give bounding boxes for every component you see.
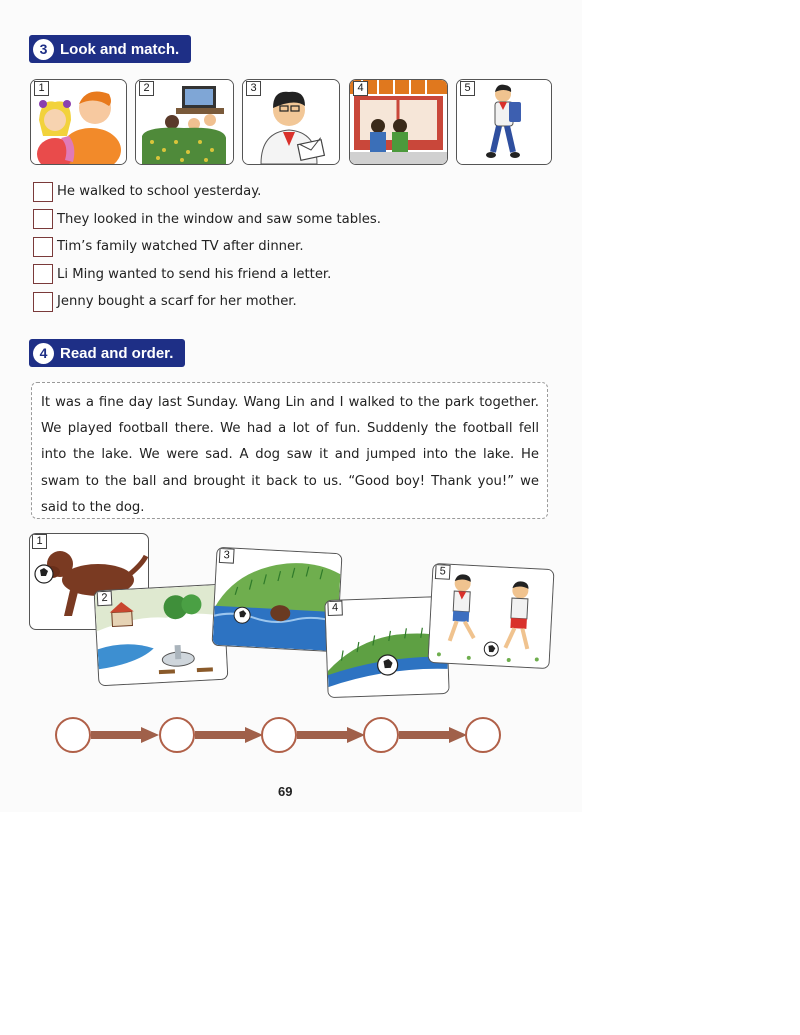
park-illustration	[95, 585, 228, 686]
arrow-right-icon	[297, 727, 365, 743]
arrow-right-icon	[91, 727, 159, 743]
sentence-text: They looked in the window and saw some tables.	[57, 211, 381, 227]
sentence-item	[33, 233, 381, 261]
picture-1[interactable]	[30, 79, 127, 165]
picture-2-number: 2	[139, 81, 154, 96]
sentence-item	[33, 261, 381, 289]
section-4-title: Read and order.	[60, 344, 174, 362]
answer-checkbox[interactable]	[33, 237, 53, 257]
sentence-text: Jenny bought a scarf for her mother.	[57, 294, 297, 310]
order-slot[interactable]	[55, 717, 91, 753]
answer-checkbox[interactable]	[33, 182, 53, 202]
answer-checkbox[interactable]	[33, 264, 53, 284]
picture-1-number: 1	[34, 81, 49, 96]
order-slot[interactable]	[159, 717, 195, 753]
sentence-item	[33, 178, 381, 206]
order-slot[interactable]	[465, 717, 501, 753]
arrow-right-icon	[195, 727, 263, 743]
sentence-item	[33, 206, 381, 234]
scene-1-number: 1	[32, 534, 47, 549]
picture-5[interactable]	[456, 79, 552, 165]
sentence-text: Li Ming wanted to send his friend a letter.	[57, 266, 332, 282]
sentence-item	[33, 288, 381, 316]
picture-5-number: 5	[460, 81, 475, 96]
sentence-text: Tim’s family watched TV after dinner.	[57, 239, 304, 255]
section-4-header	[29, 339, 185, 367]
scene-4-number: 4	[327, 601, 343, 617]
story-text: It was a fine day last Sunday. Wang Lin and I walked to the park together. We played football there. We had a lot of fun. Suddenly the football fell into the lake. We were sad. A dog saw it and jumped into the lake. He swam to the ball and brought it back to us. “Good boy! Thank you!” we said to the dog.	[31, 382, 548, 519]
order-slot[interactable]	[363, 717, 399, 753]
order-slot[interactable]	[261, 717, 297, 753]
section-3-number: 3	[33, 39, 54, 60]
picture-3[interactable]	[242, 79, 340, 165]
answer-checkbox[interactable]	[33, 292, 53, 312]
scene-3[interactable]	[211, 547, 342, 652]
arrow-right-icon	[399, 727, 467, 743]
sentence-list	[33, 178, 381, 316]
section-3-header	[29, 35, 191, 63]
section-3-title: Look and match.	[60, 40, 180, 58]
scene-2[interactable]	[94, 584, 229, 687]
scene-2-number: 2	[97, 591, 113, 607]
section-4-number: 4	[33, 343, 54, 364]
scene-5[interactable]	[427, 563, 554, 669]
answer-checkbox[interactable]	[33, 209, 53, 229]
picture-4-number: 4	[353, 81, 368, 96]
sentence-text: He walked to school yesterday.	[57, 184, 262, 200]
page-number: 69	[278, 784, 293, 799]
picture-3-number: 3	[246, 81, 261, 96]
scene-3-number: 3	[219, 548, 235, 564]
picture-2[interactable]	[135, 79, 234, 165]
scene-5-number: 5	[435, 564, 451, 580]
picture-4[interactable]	[349, 79, 448, 165]
